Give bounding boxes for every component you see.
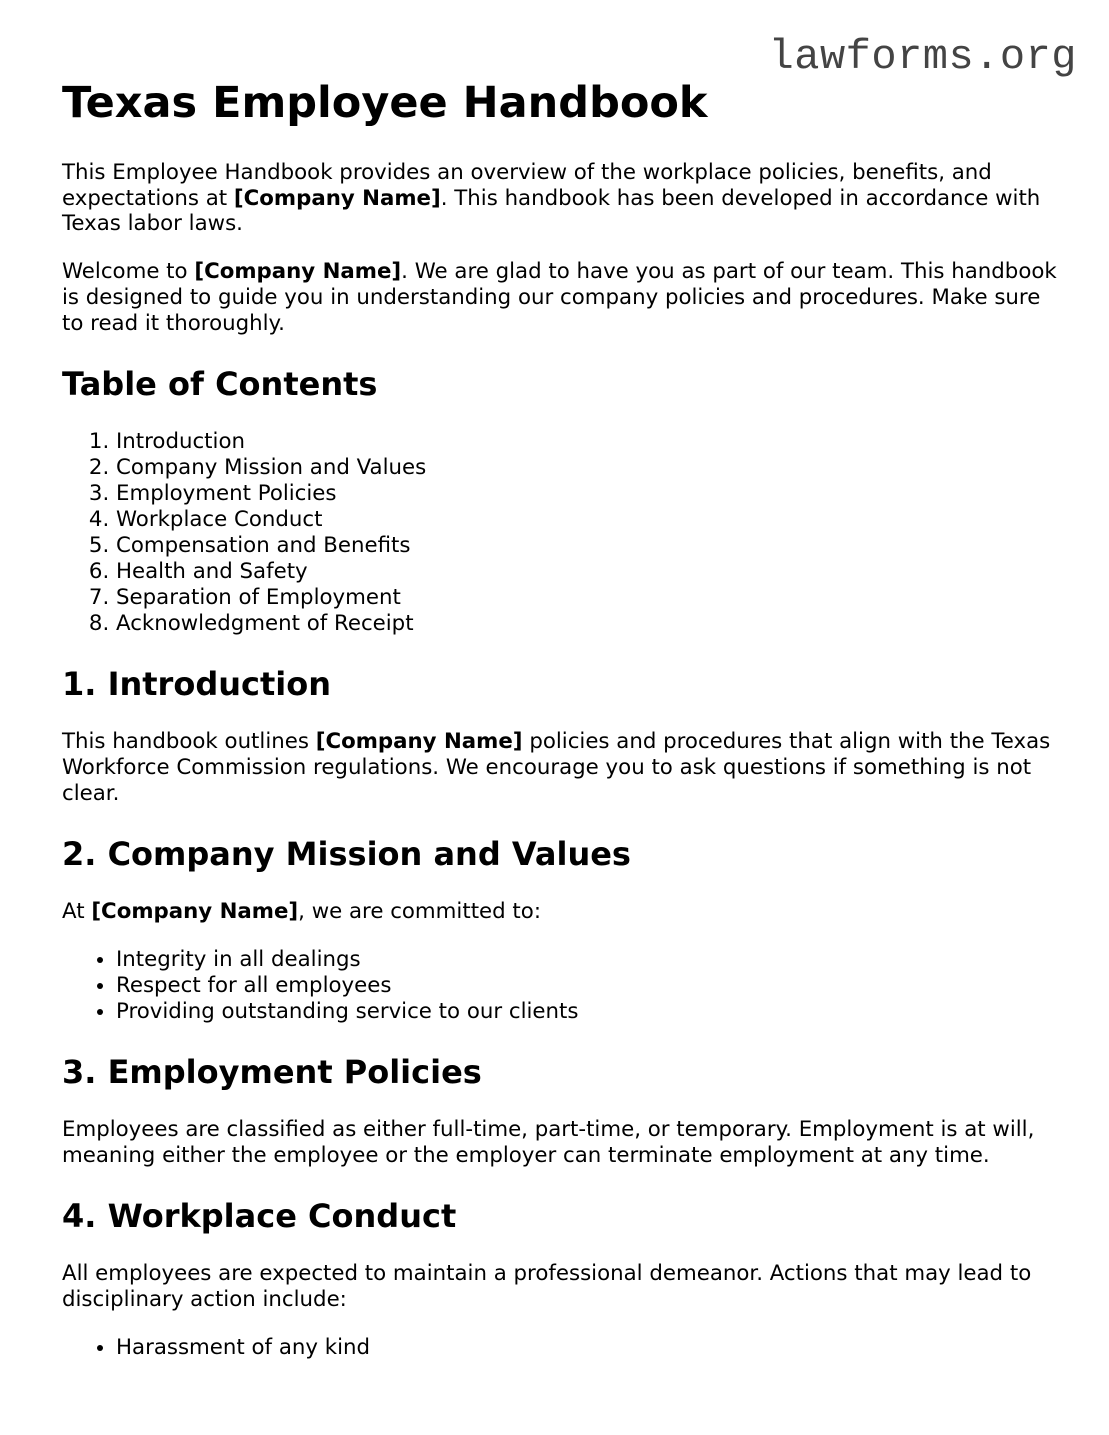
intro-paragraph-1-after: . This handbook has been developed in accordance with Texas labor laws. [62, 185, 1041, 237]
toc-item: 6. Health and Safety [116, 559, 1062, 585]
section-mission-before: At [62, 899, 92, 925]
mission-values-list [62, 947, 1062, 1025]
company-name-placeholder: [Company Name] [194, 259, 402, 285]
section-conduct-text: All employees are expected to maintain a professional demeanor. Actions that may lead to disciplinary action include: [62, 1261, 1032, 1313]
conduct-item: • Harassment of any kind [116, 1335, 1062, 1361]
toc-list [62, 429, 1062, 636]
toc-item: 8. Acknowledgment of Receipt [116, 611, 1062, 637]
toc-item: 4. Workplace Conduct [116, 507, 1062, 533]
toc-item: 5. Compensation and Benefits [116, 533, 1062, 559]
mission-value-item: • Integrity in all dealings [116, 947, 1062, 973]
mission-value-item: • Providing outstanding service to our clients [116, 999, 1062, 1025]
company-name-placeholder: [Company Name] [315, 729, 523, 755]
section-introduction-text [62, 729, 1062, 807]
section-employment-heading: 3. Employment Policies [62, 1052, 482, 1091]
document-page [62, 78, 1062, 1383]
toc-item: 1. Introduction [116, 429, 1062, 455]
toc-item: 7. Separation of Employment [116, 585, 1062, 611]
intro-paragraph-2 [62, 259, 1062, 337]
toc-heading: Table of Contents [62, 365, 378, 404]
section-introduction-after: policies and procedures that align with the Texas Workforce Commission regulations. We encourage you to ask questions if something is not clear. [62, 729, 1051, 806]
intro-paragraph-2-before: Welcome to [62, 259, 195, 285]
section-mission-text [62, 899, 1062, 925]
section-employment-text: Employees are classified as either full-time, part-time, or temporary. Employment is at will, meaning either the employee or the employer can terminate employment at any time. [62, 1117, 1035, 1169]
document-title: Texas Employee Handbook [62, 78, 708, 128]
section-mission-heading: 2. Company Mission and Values [62, 834, 631, 873]
mission-value-item: • Respect for all employees [116, 973, 1062, 999]
section-introduction-heading: 1. Introduction [62, 664, 331, 703]
section-mission-after: , we are committed to: [298, 899, 541, 925]
section-introduction-before: This handbook outlines [62, 729, 316, 755]
company-name-placeholder: [Company Name] [91, 899, 299, 925]
watermark-logo: lawforms.org [768, 33, 1077, 81]
section-conduct-heading: 4. Workplace Conduct [62, 1197, 457, 1235]
conduct-list [62, 1335, 1062, 1361]
toc-item: 2. Company Mission and Values [116, 455, 1062, 481]
toc-item: 3. Employment Policies [116, 481, 1062, 507]
intro-paragraph-2-after: . We are glad to have you as part of our team. This handbook is designed to guide you in understanding our company policies and procedures. Make sure to read it thoroughly. [62, 259, 1057, 337]
intro-paragraph-1-before: This Employee Handbook provides an overview of the workplace policies, benefits, and expectations at [62, 159, 992, 211]
company-name-placeholder: [Company Name] [233, 185, 441, 211]
intro-paragraph-1 [62, 160, 1062, 238]
